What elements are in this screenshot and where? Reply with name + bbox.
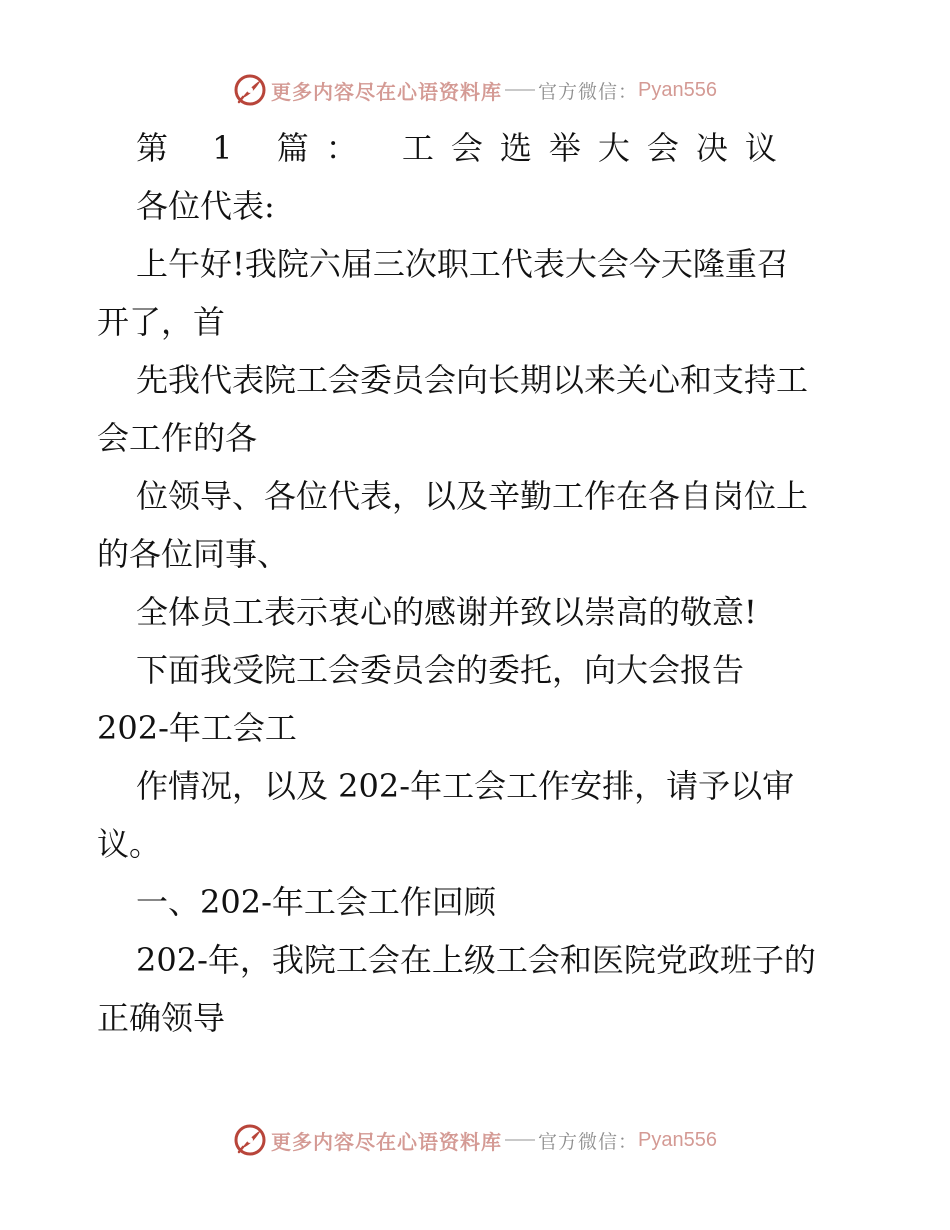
text-line: 开了，首 (97, 303, 226, 341)
header-banner (0, 70, 950, 110)
document-title: 第 1 篇： 工会选举大会决议 (136, 129, 794, 167)
text-line: 会工作的各 (97, 419, 258, 457)
banner-wechat-id: Pyan556 (638, 78, 717, 101)
feather-pen-logo-icon (233, 73, 267, 107)
feather-pen-logo-icon (233, 1123, 267, 1157)
text-line: 202-年工会工 (97, 709, 297, 747)
banner-dash-divider (505, 1139, 535, 1141)
footer-banner (0, 1120, 950, 1160)
banner-dash-divider (505, 89, 535, 91)
banner-main-text: 更多内容尽在心语资料库 (271, 1129, 502, 1154)
text-line: 议。 (97, 825, 162, 863)
text-line: 上午好!我院六届三次职工代表大会今天隆重召 (136, 245, 789, 283)
text-line: 位领导、各位代表，以及辛勤工作在各自岗位上 (136, 477, 809, 515)
banner-content (233, 73, 717, 107)
banner-main-text: 更多内容尽在心语资料库 (271, 79, 502, 104)
text-line: 202-年，我院工会在上级工会和医院党政班子的 (136, 941, 816, 979)
text-line: 全体员工表示衷心的感谢并致以崇高的敬意! (136, 593, 757, 631)
text-line: 先我代表院工会委员会向长期以来关心和支持工 (136, 361, 809, 399)
text-line: 作情况，以及 202-年工会工作安排，请予以审 (136, 767, 795, 805)
banner-wechat-label: 官方微信： (538, 1130, 639, 1153)
text-line: 正确领导 (97, 999, 226, 1037)
section-heading: 一、202-年工会工作回顾 (136, 883, 496, 921)
text-line: 的各位同事、 (97, 535, 290, 573)
text-line: 下面我受院工会委员会的委托，向大会报告 (136, 651, 745, 689)
text-line: 各位代表: (136, 187, 275, 225)
banner-content (233, 1123, 717, 1157)
banner-wechat-id: Pyan556 (638, 1128, 717, 1151)
banner-wechat-label: 官方微信： (538, 80, 639, 103)
